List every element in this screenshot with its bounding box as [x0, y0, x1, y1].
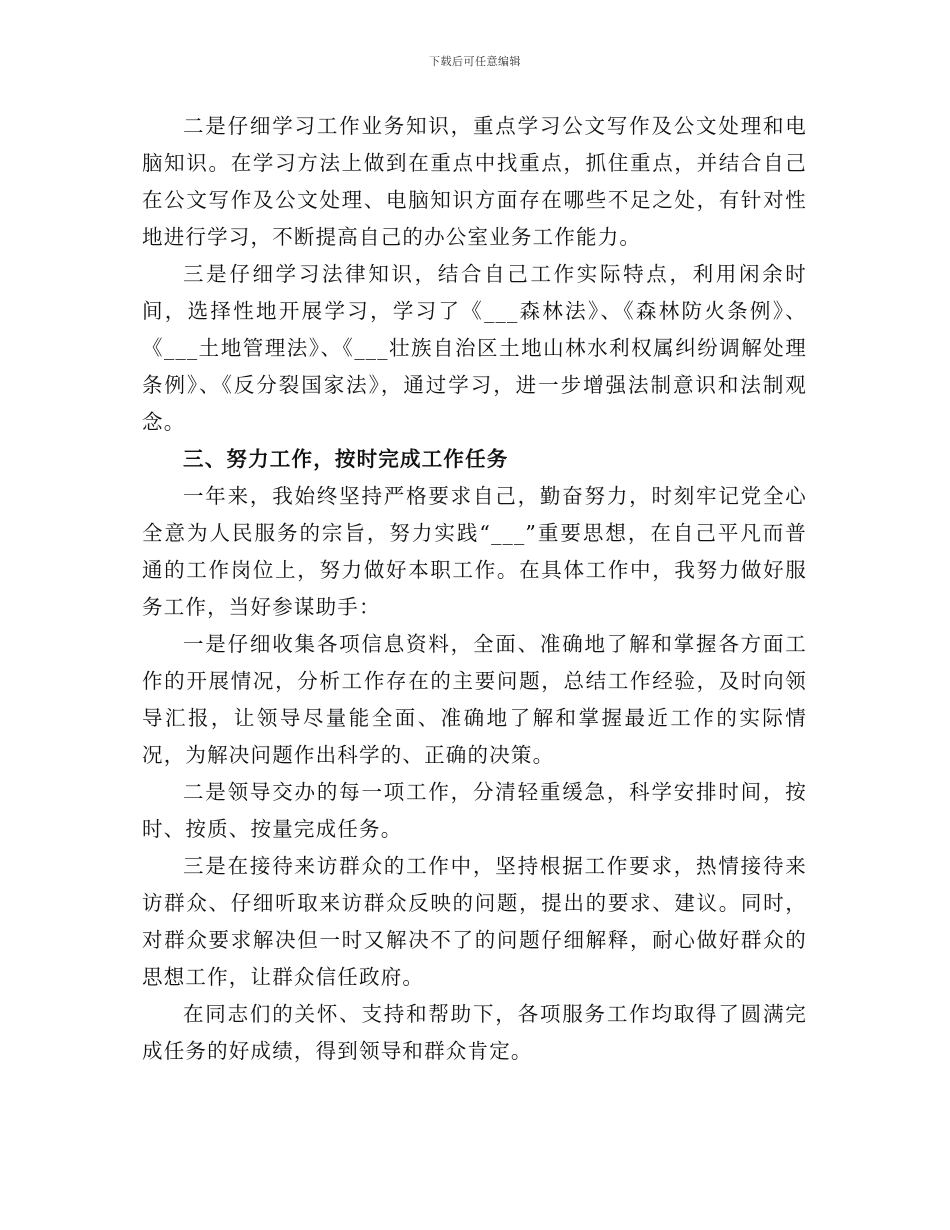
- section-heading-work: 三、努力工作，按时完成工作任务: [183, 447, 509, 471]
- paragraph-conclusion: 在同志们的关怀、支持和帮助下，各项服务工作均取得了圆满完成任务的好成绩，得到领导和群众肯定。: [142, 1002, 807, 1063]
- paragraph-study-law: 三是仔细学习法律知识，结合自己工作实际特点，利用闲余时间，选择性地开展学习，学习了《___森林法》、《森林防火条例》、《___土地管理法》、《___壮族自治区土地山林水利权属纠纷调解处理条例》、《反分裂国家法》，通过学习，进一步增强法制意识和法制观念。: [142, 262, 807, 434]
- header-note: 下载后可任意编辑: [429, 55, 521, 68]
- paragraph-collect-info: 一是仔细收集各项信息资料，全面、准确地了解和掌握各方面工作的开展情况，分析工作存在的主要问题，总结工作经验，及时向领导汇报，让领导尽量能全面、准确地了解和掌握最近工作的实际情况，为解决问题作出科学的、正确的决策。: [142, 632, 807, 767]
- paragraph-year-summary: 一年来，我始终坚持严格要求自己，勤奋努力，时刻牢记党全心全意为人民服务的宗旨，努力实践“___”重要思想，在自己平凡而普通的工作岗位上，努力做好本职工作。在具体工作中，我努力做好服务工作，当好参谋助手：: [142, 484, 807, 619]
- paragraph-receive-visitors: 三是在接待来访群众的工作中，坚持根据工作要求，热情接待来访群众、仔细听取来访群众反映的问题，提出的要求、建议。同时，对群众要求解决但一时又解决不了的问题仔细解释，耐心做好群众的思想工作，让群众信任政府。: [142, 854, 807, 989]
- document-body: [142, 108, 807, 1070]
- paragraph-study-business: 二是仔细学习工作业务知识，重点学习公文写作及公文处理和电脑知识。在学习方法上做到在重点中找重点，抓住重点，并结合自己在公文写作及公文处理、电脑知识方面存在哪些不足之处，有针对性地进行学习，不断提高自己的办公室业务工作能力。: [142, 114, 807, 249]
- paragraph-assigned-tasks: 二是领导交办的每一项工作，分清轻重缓急，科学安排时间，按时、按质、按量完成任务。: [142, 780, 807, 841]
